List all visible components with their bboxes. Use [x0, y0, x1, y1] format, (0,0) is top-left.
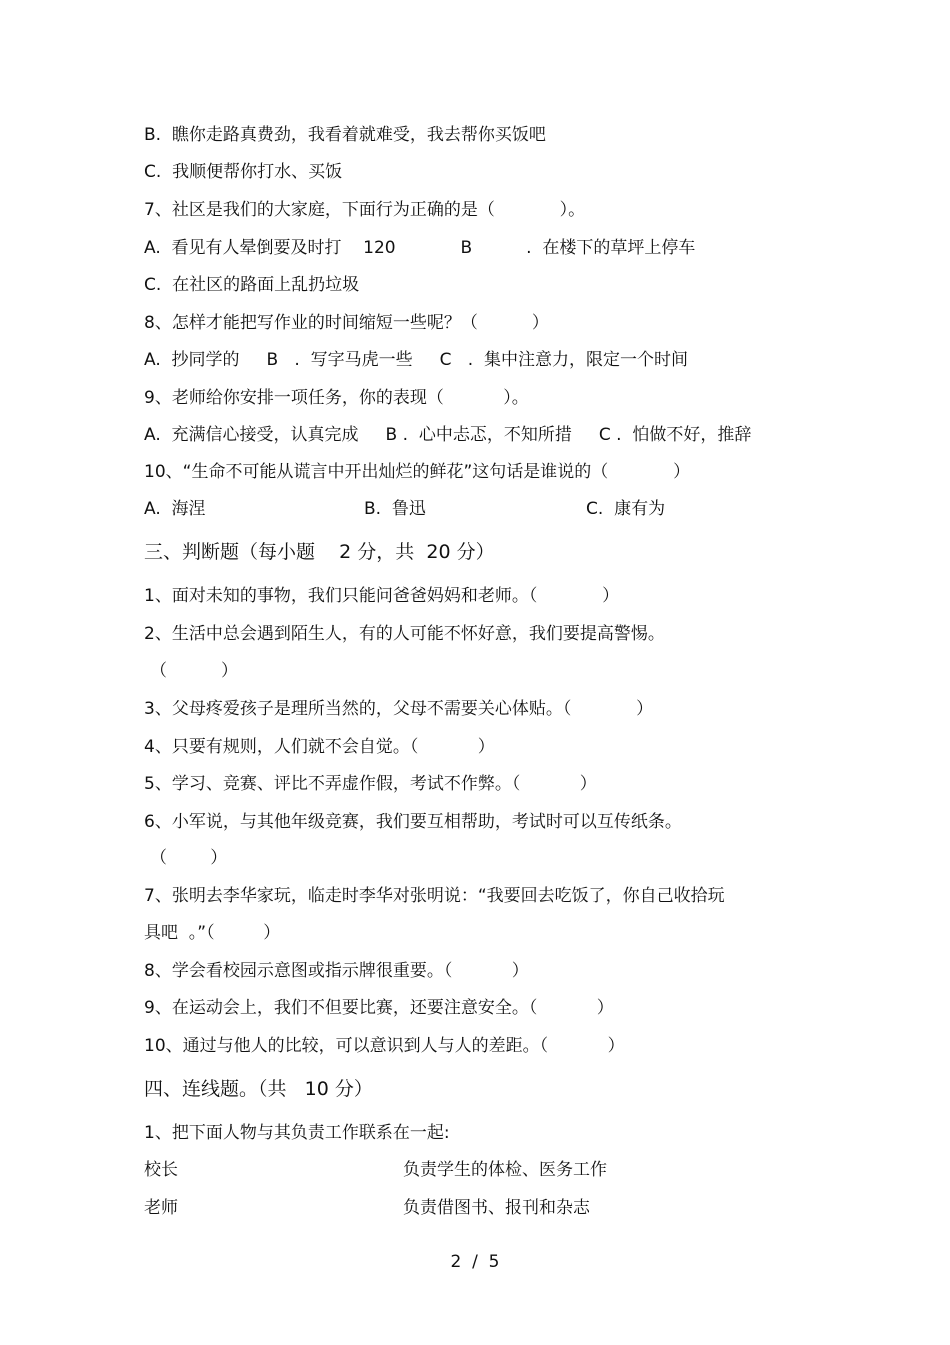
judge-item: 5、学习、竞赛、评比不弄虚作假，考试不作弊。（ ） — [144, 774, 597, 794]
match-left-item: 校长 — [144, 1160, 178, 1180]
q7-options-ab: A. 看见有人晕倒要及时打 120 B . 在楼下的草坪上停车 — [144, 238, 696, 258]
match-right-item: 负责学生的体检、医务工作 — [403, 1160, 607, 1180]
q7-stem: 7、社区是我们的大家庭，下面行为正确的是（ ）。 — [144, 200, 586, 220]
judge-item: 6、小军说，与其他年级竞赛，我们要互相帮助，考试时可以互传纸条。 — [144, 812, 682, 832]
page-number: 2 / 5 — [450, 1252, 500, 1272]
q10-option-c: C. 康有为 — [586, 499, 666, 519]
q9-options: A. 充满信心接受，认真完成 B . 心中忐忑，不知所措 C . 怕做不好，推辞 — [144, 425, 752, 445]
judge-item: 10、通过与他人的比较，可以意识到人与人的差距。（ ） — [144, 1036, 625, 1056]
judge-item: 4、只要有规则，人们就不会自觉。（ ） — [144, 737, 495, 757]
judge-item-cont: 具吧 。”（ ） — [144, 923, 281, 943]
q10-option-b: B. 鲁迅 — [364, 499, 426, 519]
judge-item: 1、面对未知的事物，我们只能问爸爸妈妈和老师。（ ） — [144, 586, 620, 606]
judge-item: 9、在运动会上，我们不但要比赛，还要注意安全。（ ） — [144, 998, 614, 1018]
q6-option-b: B. 瞧你走路真费劲，我看着就难受，我去帮你买饭吧 — [144, 125, 546, 145]
q7-option-c: C. 在社区的路面上乱扔垃圾 — [144, 275, 360, 295]
q9-stem: 9、老师给你安排一项任务，你的表现（ ）。 — [144, 388, 529, 408]
match-q1-stem: 1、把下面人物与其负责工作联系在一起: — [144, 1123, 450, 1143]
q6-option-c: C. 我顺便帮你打水、买饭 — [144, 162, 343, 182]
judge-item: 8、学会看校园示意图或指示牌很重要。（ ） — [144, 961, 529, 981]
q10-stem: 10、“生命不可能从谎言中开出灿烂的鲜花”这句话是谁说的（ ） — [144, 462, 691, 482]
judge-item: 3、父母疼爱孩子是理所当然的，父母不需要关心体贴。（ ） — [144, 699, 654, 719]
judge-item: 2、生活中总会遇到陌生人，有的人可能不怀好意，我们要提高警惕。 — [144, 624, 665, 644]
q10-option-a: A. 海涅 — [144, 499, 206, 519]
section4-heading: 四、连线题。（共 10 分） — [144, 1078, 373, 1100]
match-right-item: 负责借图书、报刊和杂志 — [403, 1198, 590, 1218]
match-left-item: 老师 — [144, 1198, 178, 1218]
judge-item: 7、张明去李华家玩，临走时李华对张明说：“我要回去吃饭了，你自己收拾玩 — [144, 886, 725, 906]
judge-item-paren: （ ） — [150, 661, 239, 681]
q8-options: A. 抄同学的 B . 写字马虎一些 C . 集中注意力，限定一个时间 — [144, 350, 688, 370]
section3-heading: 三、判断题（每小题 2 分，共 20 分） — [144, 541, 495, 563]
judge-item-paren: （ ） — [150, 848, 228, 868]
q8-stem: 8、怎样才能把写作业的时间缩短一些呢？（ ） — [144, 313, 549, 333]
